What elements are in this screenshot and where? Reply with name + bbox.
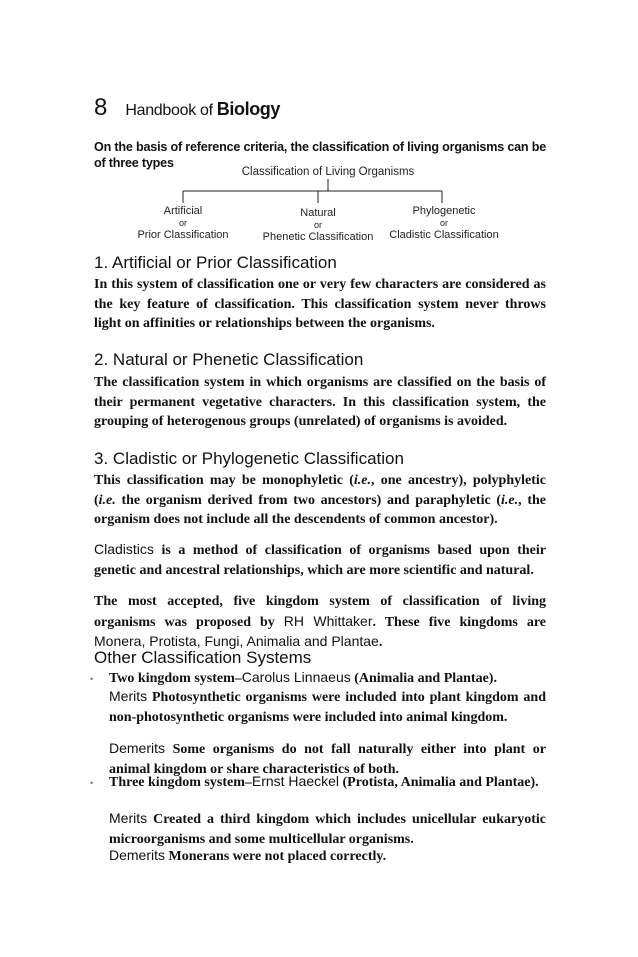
term-cladistics: Cladistics: [94, 541, 154, 557]
diagram-branch-natural: [248, 207, 388, 243]
three-kingdom-demerits: Demerits Monerans were not placed correctly.: [109, 847, 387, 864]
branch-natural-line2: Phenetic Classification: [262, 231, 374, 243]
branch-phylogenetic-or: or: [439, 218, 448, 228]
bullet-icon: •: [90, 778, 94, 788]
three-kingdom-merits: Merits Created a third kingdom which includes unicellular eukaryotic microorganisms and some multicellular organisms.: [109, 810, 546, 847]
five-kingdoms-list: Monera, Protista, Fungi, Animalia and Plantae: [94, 633, 379, 649]
merits-label: Merits: [109, 810, 148, 826]
branch-natural-or: or: [313, 220, 322, 230]
demerits-label: Demerits: [109, 847, 166, 863]
paragraph-cladistic-types: This classification may be monophyletic (i.e., one ancestry), polyphyletic (i.e. the organism derived from two ancestors) and paraphyletic (i.e., the organism does not include all the descendents of common ancestor).: [94, 473, 546, 527]
bullet-icon: •: [90, 674, 94, 684]
list-item-three-kingdom: Three kingdom system–Ernst Haeckel (Protista, Animalia and Plantae).: [109, 773, 539, 790]
diagram-branch-phylogenetic: [374, 205, 514, 241]
branch-artificial-or: or: [178, 218, 187, 228]
intro-paragraph: On the basis of reference criteria, the classification of living organisms can be of three types: [94, 140, 547, 170]
branch-phylogenetic-line2: Cladistic Classification: [389, 229, 499, 241]
name-haeckel: Ernst Haeckel: [251, 773, 340, 789]
book-title-subject: Biology: [216, 99, 280, 119]
paragraph-natural: The classification system in which organisms are classified on the basis of their permanent vegetative characters. In this classification system, the grouping of heterogenous groups (unrelated) of organisms is avoided.: [94, 375, 546, 429]
paragraph-cladistics-definition: Cladistics is a method of classification of organisms based upon their genetic and ancestral relationships, which are more scientific and natural.: [94, 541, 546, 578]
merits-label: Merits: [109, 688, 148, 704]
branch-natural-line1: Natural: [300, 207, 336, 219]
two-kingdom-demerits: Demerits Some organisms do not fall naturally either into plant or animal kingdom or share characteristics of both.: [109, 740, 546, 777]
heading-other-systems: Other Classification Systems: [94, 648, 312, 667]
heading-artificial: 1. Artificial or Prior Classification: [94, 253, 337, 272]
branch-phylogenetic-line1: Phylogenetic: [412, 205, 476, 217]
book-title-prefix: Handbook of: [125, 102, 213, 119]
branch-artificial-line2: Prior Classification: [137, 229, 229, 241]
paragraph-artificial: In this system of classification one or very few characters are considered as the key feature of classification. This classification system never throws light on affinities or relationships between the organisms.: [94, 277, 546, 331]
heading-natural: 2. Natural or Phenetic Classification: [94, 350, 364, 369]
name-linnaeus: Carolus Linnaeus: [241, 669, 351, 685]
demerits-label: Demerits: [109, 740, 166, 756]
heading-cladistic: 3. Cladistic or Phylogenetic Classification: [94, 449, 404, 468]
list-item-two-kingdom: Two kingdom system–Carolus Linnaeus (Animalia and Plantae).: [109, 669, 497, 686]
diagram-root-label: Classification of Living Organisms: [241, 166, 415, 178]
name-whittaker: RH Whittaker: [283, 612, 373, 629]
diagram-branch-artificial: [104, 205, 262, 241]
two-kingdom-merits: Merits Photosynthetic organisms were included into plant kingdom and non-photosynthetic organisms were included into animal kingdom.: [109, 688, 546, 725]
branch-artificial-line1: Artificial: [163, 205, 203, 217]
page-number: 8: [94, 94, 108, 121]
paragraph-five-kingdom: The most accepted, five kingdom system of classification of living organisms was proposed by RH Whittaker. These five kingdoms are Monera, Protista, Fungi, Animalia and Plantae.: [94, 594, 547, 650]
